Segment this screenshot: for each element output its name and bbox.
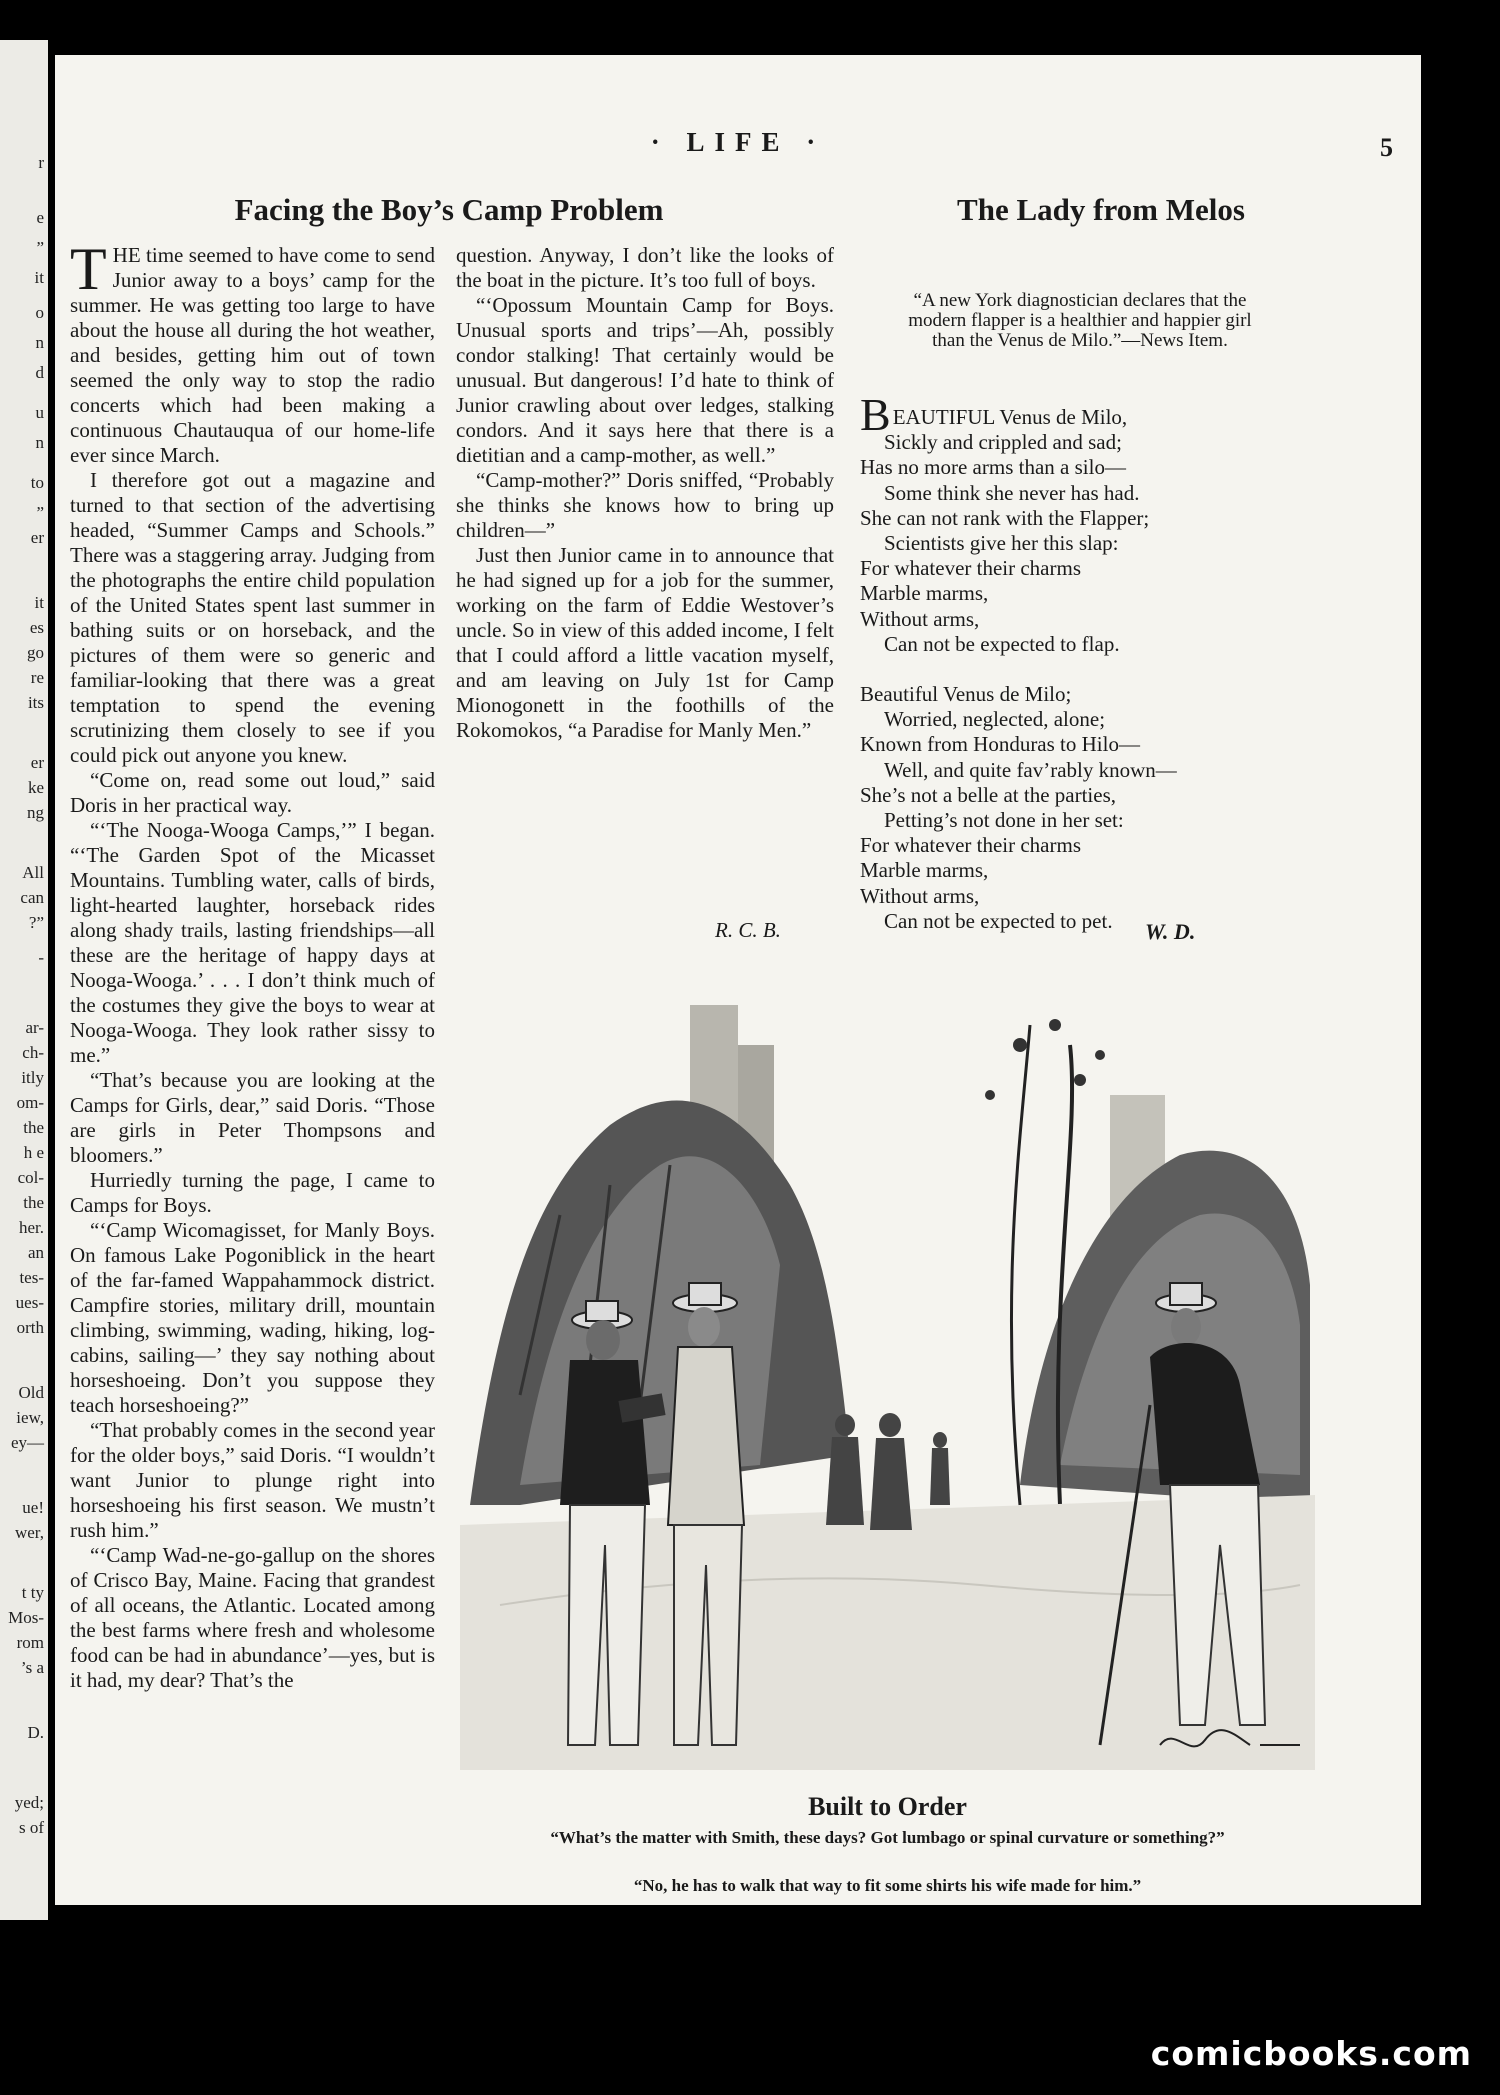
facing-page-fragment: ng <box>27 803 44 822</box>
facing-page-fragment: er <box>30 528 44 547</box>
facing-page-fragment: om- <box>16 1093 44 1112</box>
poem-line: Sickly and crippled and sad; <box>884 430 1122 455</box>
poem-line: Can not be expected to pet. <box>884 908 1113 933</box>
facing-page-fragment: wer, <box>14 1523 44 1542</box>
poem-line: She can not rank with the Flapper; <box>860 505 1150 530</box>
story-paragraph: question. Anyway, I don’t like the looks of the boat in the picture. It’s too full of boys. <box>456 243 834 292</box>
story-column-2 <box>456 243 834 743</box>
story-column-1 <box>70 236 435 1693</box>
facing-page-fragment: D. <box>27 1723 44 1742</box>
facing-page-fragment: it <box>34 268 44 287</box>
poem-epigraph: “A new York diagnostician declares that the modern flapper is a healthier and happier girl than the Venus de Milo.”—News Item. <box>908 290 1252 351</box>
facing-page-fragment: u <box>35 403 44 422</box>
running-header: · LIFE · <box>650 127 826 157</box>
site-watermark: comicbooks.com <box>1150 2034 1472 2073</box>
poem-line: For whatever their charms <box>860 556 1082 581</box>
poem-line: BEAUTIFUL Venus de Milo, <box>860 389 1128 440</box>
facing-page-fragment: it <box>34 593 44 612</box>
poem-line: Well, and quite fav’rably known— <box>884 757 1177 782</box>
story-paragraph: “‘Opossum Mountain Camp for Boys. Unusual sports and trips’—Ah, possibly condor stalking! That certainly would be unusual. But dangerous! I’d hate to think of Junior crawling about over ledges, stalking condors. And it says here that there is a dietitian and a camp-mother, as well.” <box>456 293 834 467</box>
facing-page-fragment: her. <box>18 1218 44 1237</box>
story-paragraph: “That probably comes in the second year for the older boys,” said Doris. “I wouldn’t want Junior to plunge right into horseshoeing his first season. We mustn’t rush him.” <box>70 1418 435 1542</box>
facing-page-fragment: es <box>29 618 44 637</box>
facing-page-fragment: s of <box>18 1818 44 1837</box>
facing-page-fragment: go <box>27 643 44 662</box>
facing-page-fragment: er <box>30 753 44 772</box>
poem-drop-cap: B <box>860 389 891 440</box>
poem-line: Some think she never has had. <box>884 480 1140 505</box>
cartoon-caption-answer: “No, he has to walk that way to fit some shirts his wife made for him.” <box>633 1876 1142 1895</box>
story-paragraph: I therefore got out a magazine and turned to that section of the advertising headed, “Summer Camps and Schools.” There was a staggering array. Judging from the photographs the entire child population of the United States spent last summer in bathing suits or on horseback, and the pictures of them were so generic and familiar-looking that there was a great temptation to spend the evening scrutinizing them closely to see if you could pick out anyone you knew. <box>70 468 435 767</box>
poem-line: Scientists give her this slap: <box>884 531 1119 556</box>
facing-page-fragment: ch- <box>22 1043 44 1062</box>
stanza-break <box>860 657 1320 682</box>
facing-page-fragment: ues- <box>15 1293 44 1312</box>
story-paragraph: “That’s because you are looking at the Camps for Girls, dear,” said Doris. “Those are girls in Peter Thompsons and bloomers.” <box>70 1068 435 1167</box>
facing-page-fragment: itly <box>21 1068 44 1087</box>
page-number: 5 <box>1380 133 1393 162</box>
facing-page-fragment: ’s a <box>20 1658 44 1677</box>
facing-page-fragment: ?” <box>28 913 44 932</box>
poem-line: Marble marms, <box>860 858 989 883</box>
poem-line: For whatever their charms <box>860 833 1082 858</box>
poem-line: Worried, neglected, alone; <box>884 707 1106 732</box>
facing-page-fragment: h e <box>23 1143 44 1162</box>
poem-line: Known from Honduras to Hilo— <box>860 732 1140 757</box>
poem-line: Without arms, <box>860 883 980 908</box>
facing-page-fragment: orth <box>16 1318 44 1337</box>
story-paragraph: “‘The Nooga-Wooga Camps,’” I began. “‘The Garden Spot of the Micasset Mountains. Tumbling water, calls of birds, light-hearted laughter, horseback rides along shady trails, lasting friendships—all these are the heritage of happy days at Nooga-Wooga.’ . . . I don’t think much of the costumes they give the boys to wear at Nooga-Wooga. They look rather sissy to me.” <box>70 818 435 1067</box>
facing-page-fragment: ey— <box>10 1433 44 1452</box>
story-paragraph: “Camp-mother?” Doris sniffed, “Probably she thinks she knows how to bring up children—” <box>456 468 834 542</box>
poem-line: Has no more arms than a silo— <box>860 455 1126 480</box>
story-paragraph: “‘Camp Wicomagisset, for Manly Boys. On famous Lake Pogoniblick in the heart of the far-famed Wappahammock district. Campfire stories, military drill, mountain climbing, swimming, wading, hiking, log-cabins, sailing—’ they say nothing about horseshoeing. Don’t you suppose they teach horseshoeing?” <box>70 1218 435 1417</box>
poem-line: Without arms, <box>860 606 980 631</box>
facing-page-fragment: n <box>35 433 44 452</box>
facing-page-fragment: Mos- <box>8 1608 44 1627</box>
facing-page-fragment: yed; <box>14 1793 44 1812</box>
story-paragraph: “‘Camp Wad-ne-go-gallup on the shores of Crisco Bay, Maine. Facing that grandest of all oceans, the Atlantic. Located among the best farms where fresh and wholesome food can be had in abundance’—yes, but is it had, my dear? That’s the <box>70 1543 435 1692</box>
facing-page-fragment: the <box>23 1193 44 1212</box>
facing-page-fragment: r <box>38 153 44 172</box>
cartoon-illustration <box>460 985 1315 1770</box>
story-paragraph: Hurriedly turning the page, I came to Camps for Boys. <box>70 1168 435 1217</box>
facing-page-fragment: to <box>30 473 44 492</box>
facing-page-fragment: ” <box>36 503 44 522</box>
poem-line: Beautiful Venus de Milo; <box>860 682 1072 707</box>
facing-page-fragment: n <box>35 333 44 352</box>
facing-page-fragment: ” <box>36 238 44 257</box>
story-paragraph: Just then Junior came in to announce that he had signed up for a job for the summer, working on the farm of Eddie Westover’s uncle. So in view of this added income, I felt that I could afford a little vacation myself, and am leaving on July 1st for Camp Mionogonett in the foothills of the Rokomokos, “a Paradise for Manly Men.” <box>456 543 834 742</box>
facing-page-fragment: ue! <box>22 1498 44 1517</box>
poem-line: Petting’s not done in her set: <box>884 808 1124 833</box>
facing-page-fragment: its <box>27 693 44 712</box>
poem-line: She’s not a belle at the parties, <box>860 782 1117 807</box>
facing-page-fragment: an <box>27 1243 44 1262</box>
facing-page-fragment: rom <box>16 1633 44 1652</box>
facing-page-fragment: e <box>36 208 44 227</box>
story-signature: R. C. B. <box>715 918 781 942</box>
poem-line: Can not be expected to flap. <box>884 631 1120 656</box>
facing-page-fragment: ar- <box>25 1018 44 1037</box>
facing-page-fragment: re <box>30 668 44 687</box>
facing-page-fragment: col- <box>17 1168 44 1187</box>
facing-page-fragment: t ty <box>21 1583 44 1602</box>
facing-page-fragment: d <box>35 363 44 382</box>
facing-page-fragment: tes- <box>19 1268 44 1287</box>
drop-cap: T <box>70 236 107 302</box>
story-paragraph: “Come on, read some out loud,” said Doris in her practical way. <box>70 768 435 817</box>
facing-page-fragment: - <box>38 948 44 967</box>
story-paragraph: THE time seemed to have come to send Junior away to a boys’ camp for the summer. He was getting too large to have about the house all during the hot weather, and besides, getting him out of town seemed the only way to stop the radio concerts which had been making a continuous Chautauqua of our home-life ever since March. <box>70 236 435 467</box>
facing-page-strip <box>0 40 48 1920</box>
story-title: Facing the Boy’s Camp Problem <box>234 192 664 227</box>
facing-page-fragment: the <box>23 1118 44 1137</box>
facing-page-fragment: can <box>20 888 44 907</box>
poem-body <box>860 389 1320 934</box>
cartoon-caption-question: “What’s the matter with Smith, these days? Got lumbago or spinal curvature or something?” <box>550 1828 1225 1847</box>
poem-signature: W. D. <box>1145 919 1196 944</box>
cartoon-title: Built to Order <box>808 1792 967 1821</box>
facing-page-fragment: Old <box>18 1383 44 1402</box>
poem-title: The Lady from Melos <box>957 192 1245 227</box>
facing-page-fragment: All <box>22 863 44 882</box>
poem-line: Marble marms, <box>860 581 989 606</box>
facing-page-fragment: o <box>35 303 44 322</box>
facing-page-fragment: ke <box>27 778 44 797</box>
magazine-page <box>55 55 1421 1905</box>
facing-page-fragment: iew, <box>16 1408 44 1427</box>
